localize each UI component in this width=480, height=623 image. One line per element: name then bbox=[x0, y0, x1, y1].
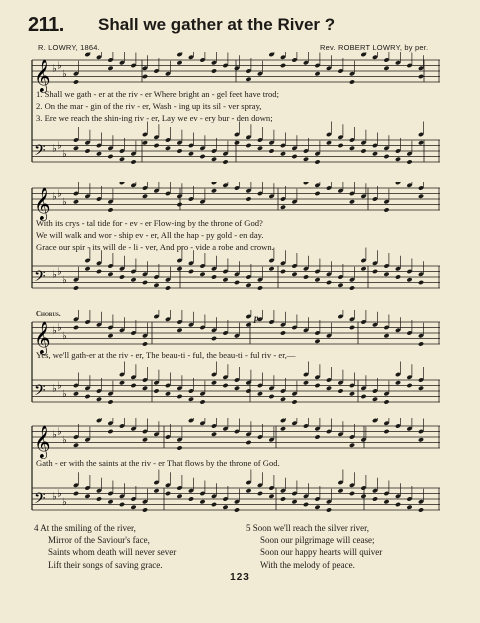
note-head bbox=[176, 266, 182, 271]
note-head bbox=[303, 157, 309, 162]
note-head bbox=[199, 272, 205, 277]
flat-icon: ♭ bbox=[62, 434, 67, 446]
note-head bbox=[372, 496, 378, 501]
note-head bbox=[326, 507, 332, 512]
flat-icon: ♭ bbox=[52, 383, 57, 395]
note-head bbox=[406, 383, 412, 388]
note-head bbox=[142, 386, 148, 391]
note-head bbox=[280, 330, 286, 335]
dynamic-mark: p bbox=[254, 313, 259, 323]
note-head bbox=[245, 488, 251, 493]
note-head bbox=[188, 496, 194, 501]
note-head bbox=[326, 386, 332, 391]
note-head bbox=[211, 432, 217, 437]
note-head bbox=[142, 341, 148, 346]
note-head bbox=[73, 146, 79, 151]
note-head bbox=[383, 333, 389, 338]
note-head bbox=[360, 266, 366, 271]
note-head bbox=[165, 285, 171, 290]
hymn-number: 211. bbox=[28, 14, 64, 36]
note-head bbox=[280, 151, 286, 156]
author-credit: Rev. ROBERT LOWRY, by per. bbox=[320, 43, 429, 52]
note-head bbox=[406, 277, 412, 282]
flat-icon: ♭ bbox=[62, 274, 67, 286]
note-head bbox=[372, 269, 378, 274]
note-head bbox=[107, 499, 113, 504]
flat-icon: ♭ bbox=[52, 143, 57, 155]
note-head bbox=[406, 505, 412, 510]
note-head bbox=[234, 280, 240, 285]
bass-clef-icon: 𝄢 bbox=[34, 268, 46, 289]
treble-clef-icon: 𝄞 bbox=[34, 59, 51, 92]
flat-icon: ♭ bbox=[57, 426, 62, 438]
note-head bbox=[211, 68, 217, 73]
note-head bbox=[107, 66, 113, 71]
note-head bbox=[96, 151, 102, 156]
note-head bbox=[73, 443, 79, 448]
note-head bbox=[303, 502, 309, 507]
note-head bbox=[314, 505, 320, 510]
note-head bbox=[245, 440, 251, 445]
note-head bbox=[130, 277, 136, 282]
flat-icon: ♭ bbox=[52, 63, 57, 75]
note-head bbox=[418, 507, 424, 512]
lyric-line: 1. Shall we gath - er at the riv - er Where bright an - gel feet have trod; bbox=[36, 89, 279, 99]
stanza-number: 4 bbox=[34, 523, 39, 533]
note-head bbox=[303, 274, 309, 279]
stanza-line: Soon our happy hearts will quiver bbox=[260, 547, 383, 558]
flat-icon: ♭ bbox=[57, 322, 62, 334]
note-head bbox=[314, 159, 320, 164]
note-head bbox=[211, 380, 217, 385]
note-head bbox=[280, 63, 286, 68]
note-head bbox=[395, 274, 401, 279]
flat-icon: ♭ bbox=[52, 269, 57, 281]
note-head bbox=[107, 399, 113, 404]
lyric-line: 3. Ere we reach the shin-ing riv - er, Lay we ev - ery bur - den down; bbox=[36, 113, 273, 123]
note-head bbox=[303, 380, 309, 385]
note-head bbox=[119, 274, 125, 279]
note-head bbox=[165, 146, 171, 151]
note-head bbox=[199, 499, 205, 504]
note-head bbox=[96, 269, 102, 274]
stanza-5 bbox=[246, 522, 456, 571]
note-head bbox=[222, 277, 228, 282]
note-head bbox=[73, 391, 79, 396]
flat-icon: ♭ bbox=[52, 325, 57, 337]
note-head bbox=[245, 322, 251, 327]
note-head bbox=[280, 496, 286, 501]
note-head bbox=[107, 207, 113, 212]
note-head bbox=[360, 394, 366, 399]
bass-clef-icon: 𝄢 bbox=[34, 382, 46, 403]
note-head bbox=[326, 140, 332, 145]
note-head bbox=[107, 154, 113, 159]
note-head bbox=[176, 148, 182, 153]
note-head bbox=[142, 74, 148, 79]
note-head bbox=[337, 143, 343, 148]
note-head bbox=[383, 272, 389, 277]
note-head bbox=[245, 283, 251, 288]
music-system bbox=[24, 310, 448, 408]
note-head bbox=[142, 280, 148, 285]
note-head bbox=[349, 79, 355, 84]
note-head bbox=[84, 266, 90, 271]
note-head bbox=[418, 194, 424, 199]
stanza-line: Lift their songs of saving grace. bbox=[48, 559, 163, 570]
note-head bbox=[268, 148, 274, 153]
note-head bbox=[211, 274, 217, 279]
stanza-line: Soon we'll reach the silver river, bbox=[252, 523, 369, 533]
note-head bbox=[211, 157, 217, 162]
note-head bbox=[211, 336, 217, 341]
note-head bbox=[349, 199, 355, 204]
note-head bbox=[257, 491, 263, 496]
note-head bbox=[360, 148, 366, 153]
page-number: 123 bbox=[230, 572, 250, 583]
note-head bbox=[176, 445, 182, 450]
flat-icon: ♭ bbox=[52, 491, 57, 503]
note-head bbox=[257, 391, 263, 396]
note-head bbox=[360, 494, 366, 499]
note-head bbox=[418, 74, 424, 79]
note-head bbox=[268, 494, 274, 499]
note-head bbox=[107, 429, 113, 434]
note-head bbox=[349, 285, 355, 290]
note-head bbox=[130, 383, 136, 388]
note-head bbox=[349, 325, 355, 330]
stanza-line: At the smiling of the river, bbox=[40, 523, 136, 533]
note-head bbox=[326, 280, 332, 285]
note-head bbox=[291, 272, 297, 277]
note-head bbox=[130, 159, 136, 164]
note-head bbox=[383, 399, 389, 404]
note-head bbox=[73, 325, 79, 330]
note-head bbox=[245, 196, 251, 201]
note-head bbox=[280, 205, 286, 210]
flat-icon: ♭ bbox=[52, 191, 57, 203]
note-head bbox=[222, 159, 228, 164]
note-head bbox=[165, 391, 171, 396]
note-head bbox=[176, 60, 182, 65]
bass-clef-icon: 𝄢 bbox=[34, 142, 46, 163]
note-head bbox=[176, 202, 182, 207]
treble-clef-icon: 𝄞 bbox=[34, 187, 51, 220]
note-head bbox=[418, 341, 424, 346]
note-head bbox=[73, 199, 79, 204]
chorus-label: Chorus. bbox=[36, 310, 61, 318]
stanza-line: Mirror of the Saviour's face, bbox=[48, 535, 150, 546]
note-head bbox=[314, 339, 320, 344]
stanza-line: Saints whom death will never sever bbox=[48, 547, 177, 558]
note-head bbox=[372, 397, 378, 402]
flat-icon: ♭ bbox=[57, 266, 62, 278]
note-head bbox=[234, 140, 240, 145]
note-head bbox=[337, 283, 343, 288]
note-head bbox=[119, 157, 125, 162]
hymn-title: Shall we gather at the River ? bbox=[98, 15, 336, 34]
note-head bbox=[349, 391, 355, 396]
note-head bbox=[372, 151, 378, 156]
note-head bbox=[268, 266, 274, 271]
note-head bbox=[349, 443, 355, 448]
flat-icon: ♭ bbox=[62, 148, 67, 160]
flat-icon: ♭ bbox=[57, 140, 62, 152]
music-system bbox=[24, 182, 448, 294]
note-head bbox=[383, 154, 389, 159]
note-head bbox=[314, 71, 320, 76]
note-head bbox=[119, 502, 125, 507]
note-head bbox=[119, 380, 125, 385]
lyric-line: We will walk and wor - ship ev - er, All the hap - py gold - en day. bbox=[36, 230, 264, 240]
music-system bbox=[24, 418, 448, 516]
note-head bbox=[314, 277, 320, 282]
note-head bbox=[165, 491, 171, 496]
note-head bbox=[245, 77, 251, 82]
note-head bbox=[383, 429, 389, 434]
flat-icon: ♭ bbox=[62, 68, 67, 80]
flat-icon: ♭ bbox=[57, 60, 62, 72]
lyric-line: 2. On the mar - gin of the riv - er, Wash - ing up its sil - ver spray, bbox=[36, 101, 262, 111]
note-head bbox=[418, 386, 424, 391]
note-head bbox=[142, 437, 148, 442]
note-head bbox=[395, 502, 401, 507]
note-head bbox=[291, 399, 297, 404]
note-head bbox=[199, 399, 205, 404]
note-head bbox=[188, 151, 194, 156]
flat-icon: ♭ bbox=[62, 196, 67, 208]
stanza-line: With the melody of peace. bbox=[260, 559, 355, 570]
lyric-line: Yes, we'll gath-er at the riv - er, The beau-ti - ful, the beau-ti - ful riv - er,— bbox=[36, 350, 296, 360]
note-head bbox=[314, 383, 320, 388]
note-head bbox=[96, 397, 102, 402]
note-head bbox=[107, 272, 113, 277]
note-head bbox=[418, 437, 424, 442]
note-head bbox=[142, 194, 148, 199]
note-head bbox=[176, 328, 182, 333]
note-head bbox=[245, 143, 251, 148]
note-head bbox=[234, 507, 240, 512]
note-head bbox=[84, 394, 90, 399]
note-head bbox=[349, 146, 355, 151]
flat-icon: ♭ bbox=[62, 388, 67, 400]
note-head bbox=[153, 283, 159, 288]
note-head bbox=[395, 157, 401, 162]
note-head bbox=[176, 394, 182, 399]
note-head bbox=[73, 285, 79, 290]
note-head bbox=[73, 491, 79, 496]
lyric-line: With its crys - tal tide for - ev - er Flow-ing by the throne of God? bbox=[36, 218, 263, 228]
note-head bbox=[383, 66, 389, 71]
note-head bbox=[130, 505, 136, 510]
note-head bbox=[234, 386, 240, 391]
note-head bbox=[222, 383, 228, 388]
note-head bbox=[153, 388, 159, 393]
note-head bbox=[383, 207, 389, 212]
note-head bbox=[257, 285, 263, 290]
note-head bbox=[153, 143, 159, 148]
flat-icon: ♭ bbox=[57, 380, 62, 392]
note-head bbox=[107, 333, 113, 338]
note-head bbox=[188, 269, 194, 274]
note-head bbox=[280, 269, 286, 274]
music-system bbox=[24, 52, 448, 168]
note-head bbox=[314, 434, 320, 439]
note-head bbox=[153, 488, 159, 493]
note-head bbox=[142, 140, 148, 145]
note-head bbox=[142, 507, 148, 512]
note-head bbox=[280, 397, 286, 402]
note-head bbox=[268, 394, 274, 399]
stanza-line: Soon our pilgrimage will cease; bbox=[260, 535, 375, 546]
note-head bbox=[349, 491, 355, 496]
flat-icon: ♭ bbox=[57, 188, 62, 200]
note-head bbox=[211, 188, 217, 193]
note-head bbox=[257, 146, 263, 151]
note-head bbox=[395, 380, 401, 385]
treble-clef-icon: 𝄞 bbox=[34, 425, 51, 458]
note-head bbox=[314, 191, 320, 196]
composer-credit: R. LOWRY, 1864. bbox=[38, 43, 100, 52]
note-head bbox=[418, 140, 424, 145]
note-head bbox=[188, 397, 194, 402]
note-head bbox=[291, 499, 297, 504]
note-head bbox=[96, 496, 102, 501]
flat-icon: ♭ bbox=[52, 429, 57, 441]
note-head bbox=[280, 426, 286, 431]
flat-icon: ♭ bbox=[62, 496, 67, 508]
note-head bbox=[291, 154, 297, 159]
note-head bbox=[211, 502, 217, 507]
treble-clef-icon: 𝄞 bbox=[34, 321, 51, 354]
note-head bbox=[418, 280, 424, 285]
lyric-line: Grace our spir - its will de - li - ver, And pro - vide a robe and crown. bbox=[36, 242, 274, 252]
bass-clef-icon: 𝄢 bbox=[34, 490, 46, 511]
flat-icon: ♭ bbox=[62, 330, 67, 342]
note-head bbox=[84, 494, 90, 499]
note-head bbox=[406, 159, 412, 164]
note-head bbox=[176, 494, 182, 499]
note-head bbox=[199, 154, 205, 159]
note-head bbox=[383, 499, 389, 504]
note-head bbox=[222, 505, 228, 510]
note-head bbox=[73, 79, 79, 84]
note-head bbox=[337, 388, 343, 393]
stanza-number: 5 bbox=[246, 523, 251, 533]
note-head bbox=[245, 388, 251, 393]
note-head bbox=[337, 488, 343, 493]
lyric-line: Gath - er with the saints at the riv - er That flows by the throne of God. bbox=[36, 458, 280, 468]
flat-icon: ♭ bbox=[57, 488, 62, 500]
note-head bbox=[84, 148, 90, 153]
stanza-4 bbox=[34, 522, 234, 571]
